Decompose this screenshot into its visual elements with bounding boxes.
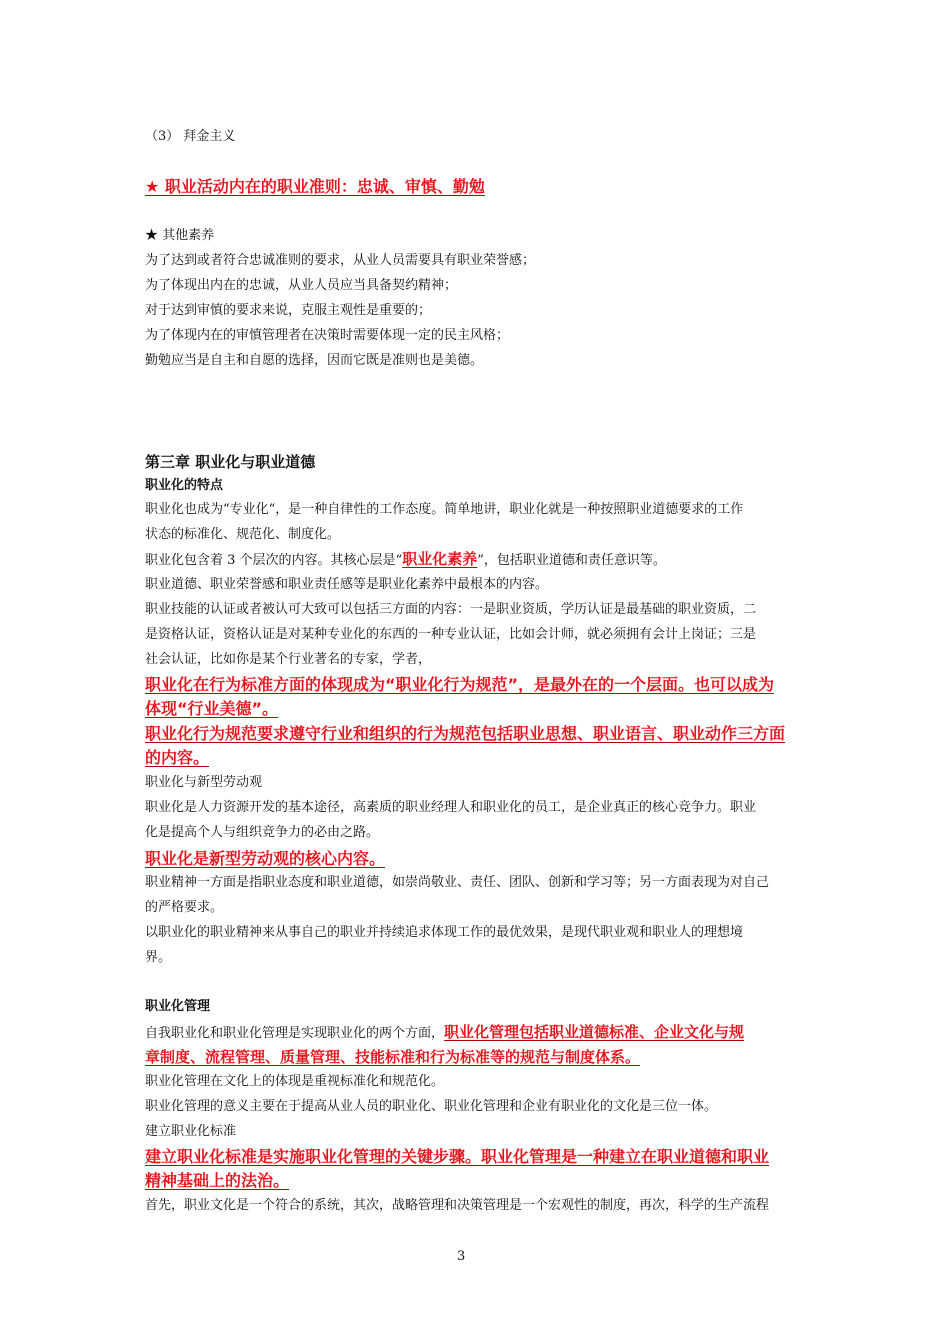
heading-principles: ★ 职业活动内在的职业准则：忠诚、审慎、勤勉 (145, 177, 485, 196)
text-line: 社会认证，比如你是某个行业著名的专家，学者， (145, 652, 432, 667)
section-heading: 职业化的特点 (145, 478, 224, 493)
text-line: 为了达到或者符合忠诚准则的要求，从业人员需要具有职业荣誉感； (145, 253, 536, 268)
text-line: 是资格认证，资格认证是对某种专业化的东西的一种专业认证，比如会计师，就必须拥有会计上岗证；三是 (145, 627, 757, 642)
text-line: 职业技能的认证或者被认可大致可以包括三方面的内容：一是职业资质，学历认证是最基础的职业资质，二 (145, 602, 757, 617)
text-span: ”，包括职业道德和责任意识等。 (477, 553, 666, 568)
highlight-line: 体现“行业美德”。 (145, 699, 279, 718)
highlight-line: 精神基础上的法治。 (145, 1171, 290, 1190)
page-number: 3 (457, 1249, 466, 1264)
text-line: 为了体现内在的审慎管理者在决策时需要体现一定的民主风格； (145, 328, 510, 343)
text-line: 职业道德、职业荣誉感和职业责任感等是职业化素养中最根本的内容。 (145, 577, 549, 592)
text-line: 职业化也成为“专业化“，是一种自律性的工作态度。简单地讲，职业化就是一种按照职业道德要求的工作 (145, 502, 744, 517)
text-line: 化是提高个人与组织竞争力的必由之路。 (145, 825, 380, 840)
highlight-line: 职业化行为规范要求遵守行业和组织的行为规范包括职业思想、职业语言、职业动作三方面 (145, 724, 786, 743)
text-line: 勤勉应当是自主和自愿的选择，因而它既是准则也是美德。 (145, 353, 484, 368)
highlight-span: 职业化管理包括职业道德标准、企业文化与规 (444, 1023, 745, 1041)
text-span: 职业化包含着 3 个层次的内容。其核心层是“ (145, 553, 403, 568)
text-line-mixed (145, 550, 666, 570)
highlight-line: 职业化是新型劳动观的核心内容。 (145, 849, 386, 868)
text-line: 首先，职业文化是一个符合的系统，其次，战略管理和决策管理是一个宏观性的制度，再次，科学的生产流程 (145, 1198, 770, 1213)
text-line: 职业精神一方面是指职业态度和职业道德，如崇尚敬业、责任、团队、创新和学习等；另一方面表现为对自己 (145, 875, 770, 890)
text-line: 为了体现出内在的忠诚，从业人员应当具备契约精神； (145, 278, 458, 293)
text-line: 对于达到审慎的要求来说，克服主观性是重要的； (145, 303, 432, 318)
list-item-3: （3） 拜金主义 (145, 129, 236, 144)
chapter-title: 第三章 职业化与职业道德 (145, 453, 316, 471)
subheading: 职业化与新型劳动观 (145, 775, 263, 790)
section-heading: 职业化管理 (145, 999, 211, 1014)
text-line: 状态的标准化、规范化、制度化。 (145, 527, 341, 542)
text-span: 自我职业化和职业化管理是实现职业化的两个方面， (145, 1026, 445, 1041)
highlight-line: 章制度、流程管理、质量管理、技能标准和行为标准等的规范与制度体系。 (145, 1048, 641, 1066)
highlight-term: 职业化素养 (402, 550, 478, 568)
text-line: 界。 (145, 950, 172, 965)
text-line-mixed (145, 1023, 744, 1043)
highlight-line: 职业化在行为标准方面的体现成为“职业化行为规范”，是最外在的一个层面。也可以成为 (145, 675, 775, 694)
text-line: 的严格要求。 (145, 900, 224, 915)
text-line: 职业化管理的意义主要在于提高从业人员的职业化、职业化管理和企业有职业化的文化是三位一体。 (145, 1099, 718, 1114)
text-line: 职业化管理在文化上的体现是重视标准化和规范化。 (145, 1074, 445, 1089)
subheading: 建立职业化标准 (145, 1124, 237, 1139)
heading-other: ★ 其他素养 (145, 228, 215, 243)
text-line: 职业化是人力资源开发的基本途径，高素质的职业经理人和职业化的员工，是企业真正的核心竞争力。职业 (145, 800, 757, 815)
highlight-line: 建立职业化标准是实施职业化管理的关键步骤。职业化管理是一种建立在职业道德和职业 (145, 1147, 770, 1166)
highlight-line: 的内容。 (145, 748, 210, 767)
text-line: 以职业化的职业精神来从事自己的职业并持续追求体现工作的最优效果，是现代职业观和职业人的理想境 (145, 925, 744, 940)
